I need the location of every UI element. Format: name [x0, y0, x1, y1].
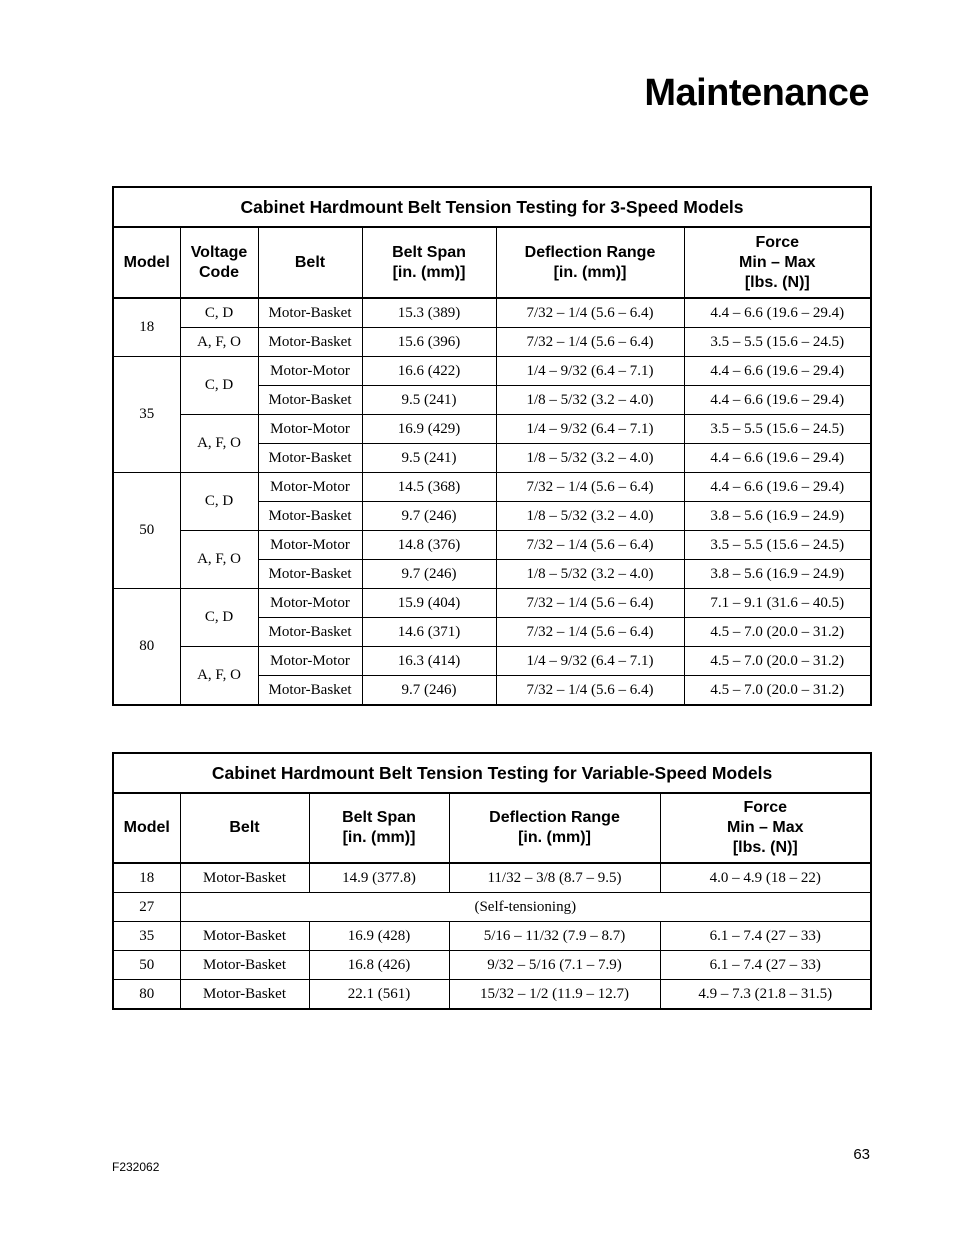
- force-cell: 4.4 – 6.6 (19.6 – 29.4): [684, 357, 871, 386]
- table-row: [113, 357, 871, 386]
- document-code: F232062: [112, 1160, 160, 1174]
- span-cell: 14.5 (368): [362, 473, 496, 502]
- belt-cell: Motor-Motor: [258, 647, 362, 676]
- deflection-cell: 1/8 – 5/32 (3.2 – 4.0): [496, 444, 684, 473]
- span-cell: 9.5 (241): [362, 386, 496, 415]
- span-cell: 9.7 (246): [362, 676, 496, 706]
- force-cell: 4.5 – 7.0 (20.0 – 31.2): [684, 676, 871, 706]
- force-cell: 4.4 – 6.6 (19.6 – 29.4): [684, 386, 871, 415]
- deflection-cell: 7/32 – 1/4 (5.6 – 6.4): [496, 618, 684, 647]
- span-cell: 16.9 (428): [309, 922, 449, 951]
- voltage-cell: C, D: [180, 473, 258, 531]
- force-cell: 3.8 – 5.6 (16.9 – 24.9): [684, 502, 871, 531]
- model-cell: 18: [113, 298, 180, 357]
- deflection-cell: 1/4 – 9/32 (6.4 – 7.1): [496, 415, 684, 444]
- table-row: [113, 647, 871, 676]
- span-cell: 16.3 (414): [362, 647, 496, 676]
- belt-cell: Motor-Basket: [258, 386, 362, 415]
- span-cell: 16.6 (422): [362, 357, 496, 386]
- belt-cell: Motor-Basket: [180, 951, 309, 980]
- voltage-cell: C, D: [180, 357, 258, 415]
- table-row: [113, 415, 871, 444]
- page-number: 63: [853, 1146, 870, 1163]
- span-cell: 14.6 (371): [362, 618, 496, 647]
- deflection-cell: 1/8 – 5/32 (3.2 – 4.0): [496, 560, 684, 589]
- deflection-cell: 1/4 – 9/32 (6.4 – 7.1): [496, 647, 684, 676]
- table-row: [113, 328, 871, 357]
- belt-cell: Motor-Basket: [258, 328, 362, 357]
- model-cell: 80: [113, 980, 180, 1010]
- force-cell: 6.1 – 7.4 (27 – 33): [660, 951, 871, 980]
- deflection-cell: 1/8 – 5/32 (3.2 – 4.0): [496, 502, 684, 531]
- belt-cell: Motor-Basket: [258, 502, 362, 531]
- deflection-cell: 7/32 – 1/4 (5.6 – 6.4): [496, 328, 684, 357]
- belt-cell: Motor-Basket: [258, 444, 362, 473]
- column-header-belt-span: Belt Span [in. (mm)]: [309, 793, 449, 863]
- deflection-cell: 7/32 – 1/4 (5.6 – 6.4): [496, 298, 684, 328]
- belt-cell: Motor-Basket: [258, 560, 362, 589]
- span-cell: 16.8 (426): [309, 951, 449, 980]
- belt-cell: Motor-Motor: [258, 415, 362, 444]
- voltage-cell: A, F, O: [180, 328, 258, 357]
- column-header-belt: Belt: [258, 227, 362, 298]
- deflection-cell: 7/32 – 1/4 (5.6 – 6.4): [496, 473, 684, 502]
- deflection-cell: 1/8 – 5/32 (3.2 – 4.0): [496, 386, 684, 415]
- force-cell: 3.5 – 5.5 (15.6 – 24.5): [684, 415, 871, 444]
- force-cell: 3.8 – 5.6 (16.9 – 24.9): [684, 560, 871, 589]
- belt-cell: Motor-Basket: [258, 618, 362, 647]
- table-row: [113, 951, 871, 980]
- voltage-cell: A, F, O: [180, 647, 258, 706]
- page-title: Maintenance: [644, 72, 869, 114]
- deflection-cell: 1/4 – 9/32 (6.4 – 7.1): [496, 357, 684, 386]
- table-row: [113, 473, 871, 502]
- belt-tension-variable-speed-table: [112, 752, 872, 1010]
- belt-cell: Motor-Basket: [258, 676, 362, 706]
- column-header-force: Force Min – Max [lbs. (N)]: [660, 793, 871, 863]
- belt-cell: Motor-Basket: [180, 980, 309, 1010]
- force-cell: 4.5 – 7.0 (20.0 – 31.2): [684, 647, 871, 676]
- span-cell: 14.9 (377.8): [309, 863, 449, 893]
- belt-cell: Motor-Motor: [258, 357, 362, 386]
- deflection-cell: 5/16 – 11/32 (7.9 – 8.7): [449, 922, 660, 951]
- force-cell: 4.5 – 7.0 (20.0 – 31.2): [684, 618, 871, 647]
- model-cell: 35: [113, 922, 180, 951]
- column-header-model: Model: [113, 793, 180, 863]
- belt-cell: Motor-Basket: [258, 298, 362, 328]
- self-tensioning-note: (Self-tensioning): [180, 893, 871, 922]
- voltage-cell: A, F, O: [180, 415, 258, 473]
- span-cell: 22.1 (561): [309, 980, 449, 1010]
- force-cell: 4.9 – 7.3 (21.8 – 31.5): [660, 980, 871, 1010]
- deflection-cell: 7/32 – 1/4 (5.6 – 6.4): [496, 531, 684, 560]
- model-cell: 18: [113, 863, 180, 893]
- deflection-cell: 15/32 – 1/2 (11.9 – 12.7): [449, 980, 660, 1010]
- table-row: [113, 589, 871, 618]
- model-cell: 50: [113, 951, 180, 980]
- column-header-voltage-code: Voltage Code: [180, 227, 258, 298]
- model-cell: 50: [113, 473, 180, 589]
- model-cell: 35: [113, 357, 180, 473]
- span-cell: 9.5 (241): [362, 444, 496, 473]
- table-row: [113, 863, 871, 893]
- deflection-cell: 11/32 – 3/8 (8.7 – 9.5): [449, 863, 660, 893]
- column-header-belt-span: Belt Span [in. (mm)]: [362, 227, 496, 298]
- table-caption: Cabinet Hardmount Belt Tension Testing for 3-Speed Models: [113, 187, 871, 227]
- table-row: [113, 531, 871, 560]
- force-cell: 4.4 – 6.6 (19.6 – 29.4): [684, 298, 871, 328]
- deflection-cell: 7/32 – 1/4 (5.6 – 6.4): [496, 676, 684, 706]
- column-header-belt: Belt: [180, 793, 309, 863]
- span-cell: 16.9 (429): [362, 415, 496, 444]
- voltage-cell: C, D: [180, 298, 258, 328]
- table-row: [113, 980, 871, 1010]
- table-row: [113, 893, 871, 922]
- model-cell: 27: [113, 893, 180, 922]
- belt-cell: Motor-Motor: [258, 589, 362, 618]
- force-cell: 3.5 – 5.5 (15.6 – 24.5): [684, 328, 871, 357]
- force-cell: 3.5 – 5.5 (15.6 – 24.5): [684, 531, 871, 560]
- column-header-deflection-range: Deflection Range [in. (mm)]: [496, 227, 684, 298]
- span-cell: 14.8 (376): [362, 531, 496, 560]
- span-cell: 9.7 (246): [362, 560, 496, 589]
- force-cell: 6.1 – 7.4 (27 – 33): [660, 922, 871, 951]
- force-cell: 7.1 – 9.1 (31.6 – 40.5): [684, 589, 871, 618]
- column-header-deflection-range: Deflection Range [in. (mm)]: [449, 793, 660, 863]
- table-caption: Cabinet Hardmount Belt Tension Testing for Variable-Speed Models: [113, 753, 871, 793]
- column-header-model: Model: [113, 227, 180, 298]
- model-cell: 80: [113, 589, 180, 706]
- column-header-force: Force Min – Max [lbs. (N)]: [684, 227, 871, 298]
- force-cell: 4.4 – 6.6 (19.6 – 29.4): [684, 473, 871, 502]
- span-cell: 15.9 (404): [362, 589, 496, 618]
- deflection-cell: 7/32 – 1/4 (5.6 – 6.4): [496, 589, 684, 618]
- span-cell: 9.7 (246): [362, 502, 496, 531]
- belt-cell: Motor-Basket: [180, 863, 309, 893]
- deflection-cell: 9/32 – 5/16 (7.1 – 7.9): [449, 951, 660, 980]
- belt-cell: Motor-Motor: [258, 473, 362, 502]
- voltage-cell: A, F, O: [180, 531, 258, 589]
- force-cell: 4.4 – 6.6 (19.6 – 29.4): [684, 444, 871, 473]
- force-cell: 4.0 – 4.9 (18 – 22): [660, 863, 871, 893]
- belt-cell: Motor-Motor: [258, 531, 362, 560]
- span-cell: 15.6 (396): [362, 328, 496, 357]
- belt-cell: Motor-Basket: [180, 922, 309, 951]
- span-cell: 15.3 (389): [362, 298, 496, 328]
- table-row: [113, 298, 871, 328]
- belt-tension-3-speed-table: [112, 186, 872, 706]
- table-row: [113, 922, 871, 951]
- voltage-cell: C, D: [180, 589, 258, 647]
